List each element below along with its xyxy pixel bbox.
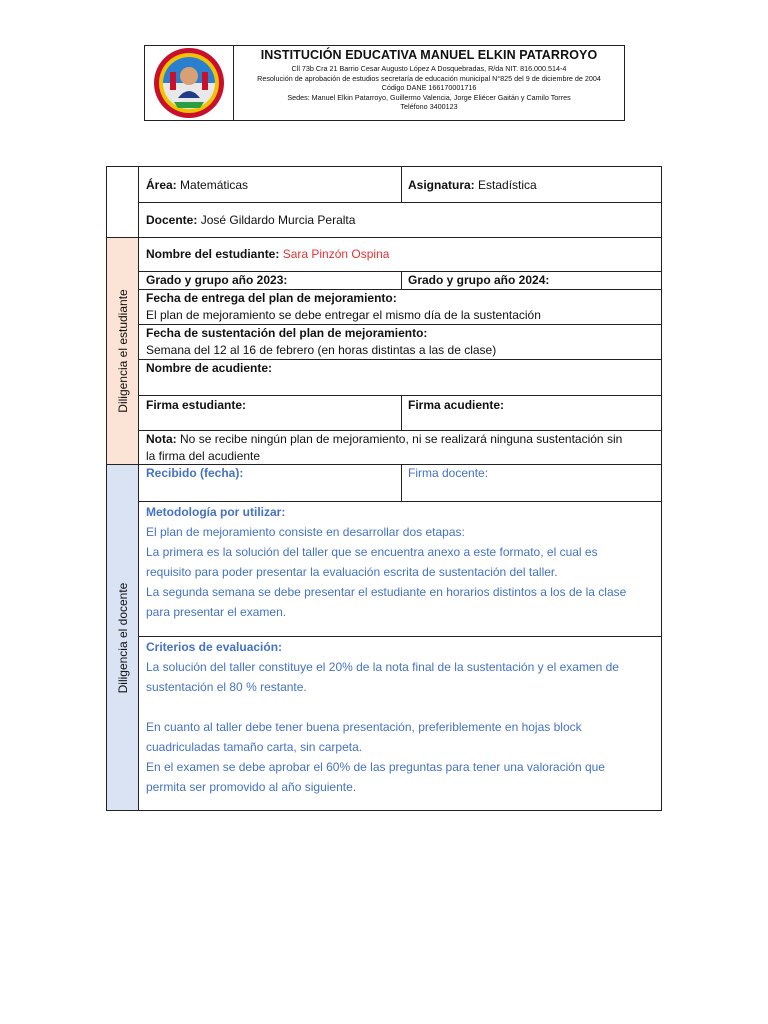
institution-header [144, 45, 625, 121]
methodology-line: para presentar el examen. [146, 605, 287, 619]
criteria-title: Criterios de evaluación: [146, 640, 283, 654]
delivery-date-cell [146, 290, 541, 324]
row-evaluation-criteria [139, 636, 661, 810]
teacher-value: José Gildardo Murcia Peralta [200, 213, 356, 227]
row-methodology [139, 501, 661, 636]
institution-header-text [234, 46, 624, 120]
institution-phone: Teléfono 3400123 [400, 102, 458, 112]
row-grade-group [139, 271, 661, 289]
side-band-student [107, 237, 139, 464]
defense-date-cell [146, 325, 496, 359]
row-guardian-name [139, 359, 661, 395]
side-band-blank [107, 167, 139, 237]
subject-value: Estadística [478, 178, 537, 192]
guardian-signature-label[interactable]: Firma acudiente: [408, 398, 505, 412]
institution-resolution: Resolución de aprobación de estudios secretaría de educación municipal N°825 del 9 de diciembre de 2004 [257, 73, 601, 83]
row-delivery-date [139, 289, 661, 324]
note-cell [146, 431, 622, 465]
criteria-line: cuadriculadas tamaño carta, sin carpeta. [146, 740, 363, 754]
subject-cell [408, 177, 537, 194]
guardian-name-label[interactable]: Nombre de acudiente: [146, 361, 273, 375]
student-signature-label[interactable]: Firma estudiante: [146, 398, 247, 412]
student-name-label: Nombre del estudiante: [146, 247, 280, 261]
row-teacher [139, 202, 661, 237]
institution-dane-code: Código DANE 166170001716 [381, 83, 477, 93]
methodology-line: El plan de mejoramiento consiste en desarrollar dos etapas: [146, 525, 465, 539]
student-name-cell [146, 246, 389, 263]
institution-name: INSTITUCIÓN EDUCATIVA MANUEL ELKIN PATARROYO [260, 48, 598, 62]
note-line-1: No se recibe ningún plan de mejoramiento, ni se realizará ninguna sustentación sin [180, 432, 623, 446]
defense-date-value: Semana del 12 al 16 de febrero (en horas distintas a las de clase) [146, 343, 497, 357]
criteria-line: La solución del taller constituye el 20% de la nota final de la sustentación y el examen de [146, 660, 619, 674]
methodology-line: La segunda semana se debe presentar el estudiante en horarios distintos a los de la clase [146, 585, 627, 599]
criteria-block [146, 637, 619, 797]
methodology-line: requisito para poder presentar la evaluación escrita de sustentación del taller. [146, 565, 558, 579]
area-label: Área: [146, 178, 177, 192]
student-name-value[interactable]: Sara Pinzón Ospina [282, 247, 390, 261]
institution-logo-cell [145, 46, 234, 120]
delivery-date-label: Fecha de entrega del plan de mejoramiento: [146, 291, 397, 305]
institution-campuses: Sedes: Manuel Elkin Patarroyo, Guillermo Valencia, Jorge Eliécer Gaitán y Camilo Torres [287, 92, 571, 102]
grade-2023-label[interactable]: Grado y grupo año 2023: [146, 273, 288, 287]
methodology-title: Metodología por utilizar: [146, 505, 286, 519]
criteria-line: En el examen se debe aprobar el 60% de las preguntas para tener una valoración que [146, 760, 605, 774]
methodology-block [146, 502, 626, 622]
criteria-line: permita ser promovido al año siguiente. [146, 780, 357, 794]
area-value: Matemáticas [180, 178, 249, 192]
row-note [139, 430, 661, 464]
side-label-teacher: Diligencia el docente [115, 582, 130, 693]
criteria-line: sustentación el 80 % restante. [146, 680, 307, 694]
improvement-plan-form [106, 166, 662, 811]
note-line-2: la firma del acudiente [146, 449, 261, 463]
subject-label: Asignatura: [408, 178, 475, 192]
grade-2024-label[interactable]: Grado y grupo año 2024: [408, 273, 550, 287]
row-signatures [139, 395, 661, 430]
side-label-student: Diligencia el estudiante [115, 289, 130, 413]
teacher-signature-label[interactable]: Firma docente: [408, 466, 489, 480]
area-cell [146, 177, 248, 194]
delivery-date-value: El plan de mejoramiento se debe entregar el mismo día de la sustentación [146, 308, 541, 322]
institution-address: Cll 73b Cra 21 Barrio Cesar Augusto López A Dosquebradas, R/da NIT. 816.000.514-4 [291, 64, 567, 73]
received-date-label[interactable]: Recibido (fecha): [146, 466, 244, 480]
criteria-line: En cuanto al taller debe tener buena presentación, preferiblemente en hojas block [146, 720, 582, 734]
row-received [139, 464, 661, 501]
side-band-teacher [107, 464, 139, 810]
teacher-cell [146, 212, 355, 229]
teacher-label: Docente: [146, 213, 198, 227]
row-area-subject [139, 167, 661, 202]
row-student-name [139, 237, 661, 271]
institution-seal-icon [152, 46, 226, 120]
methodology-line: La primera es la solución del taller que se encuentra anexo a este formato, el cual es [146, 545, 598, 559]
note-label: Nota: [146, 432, 177, 446]
defense-date-label: Fecha de sustentación del plan de mejoramiento: [146, 326, 428, 340]
row-defense-date [139, 324, 661, 359]
